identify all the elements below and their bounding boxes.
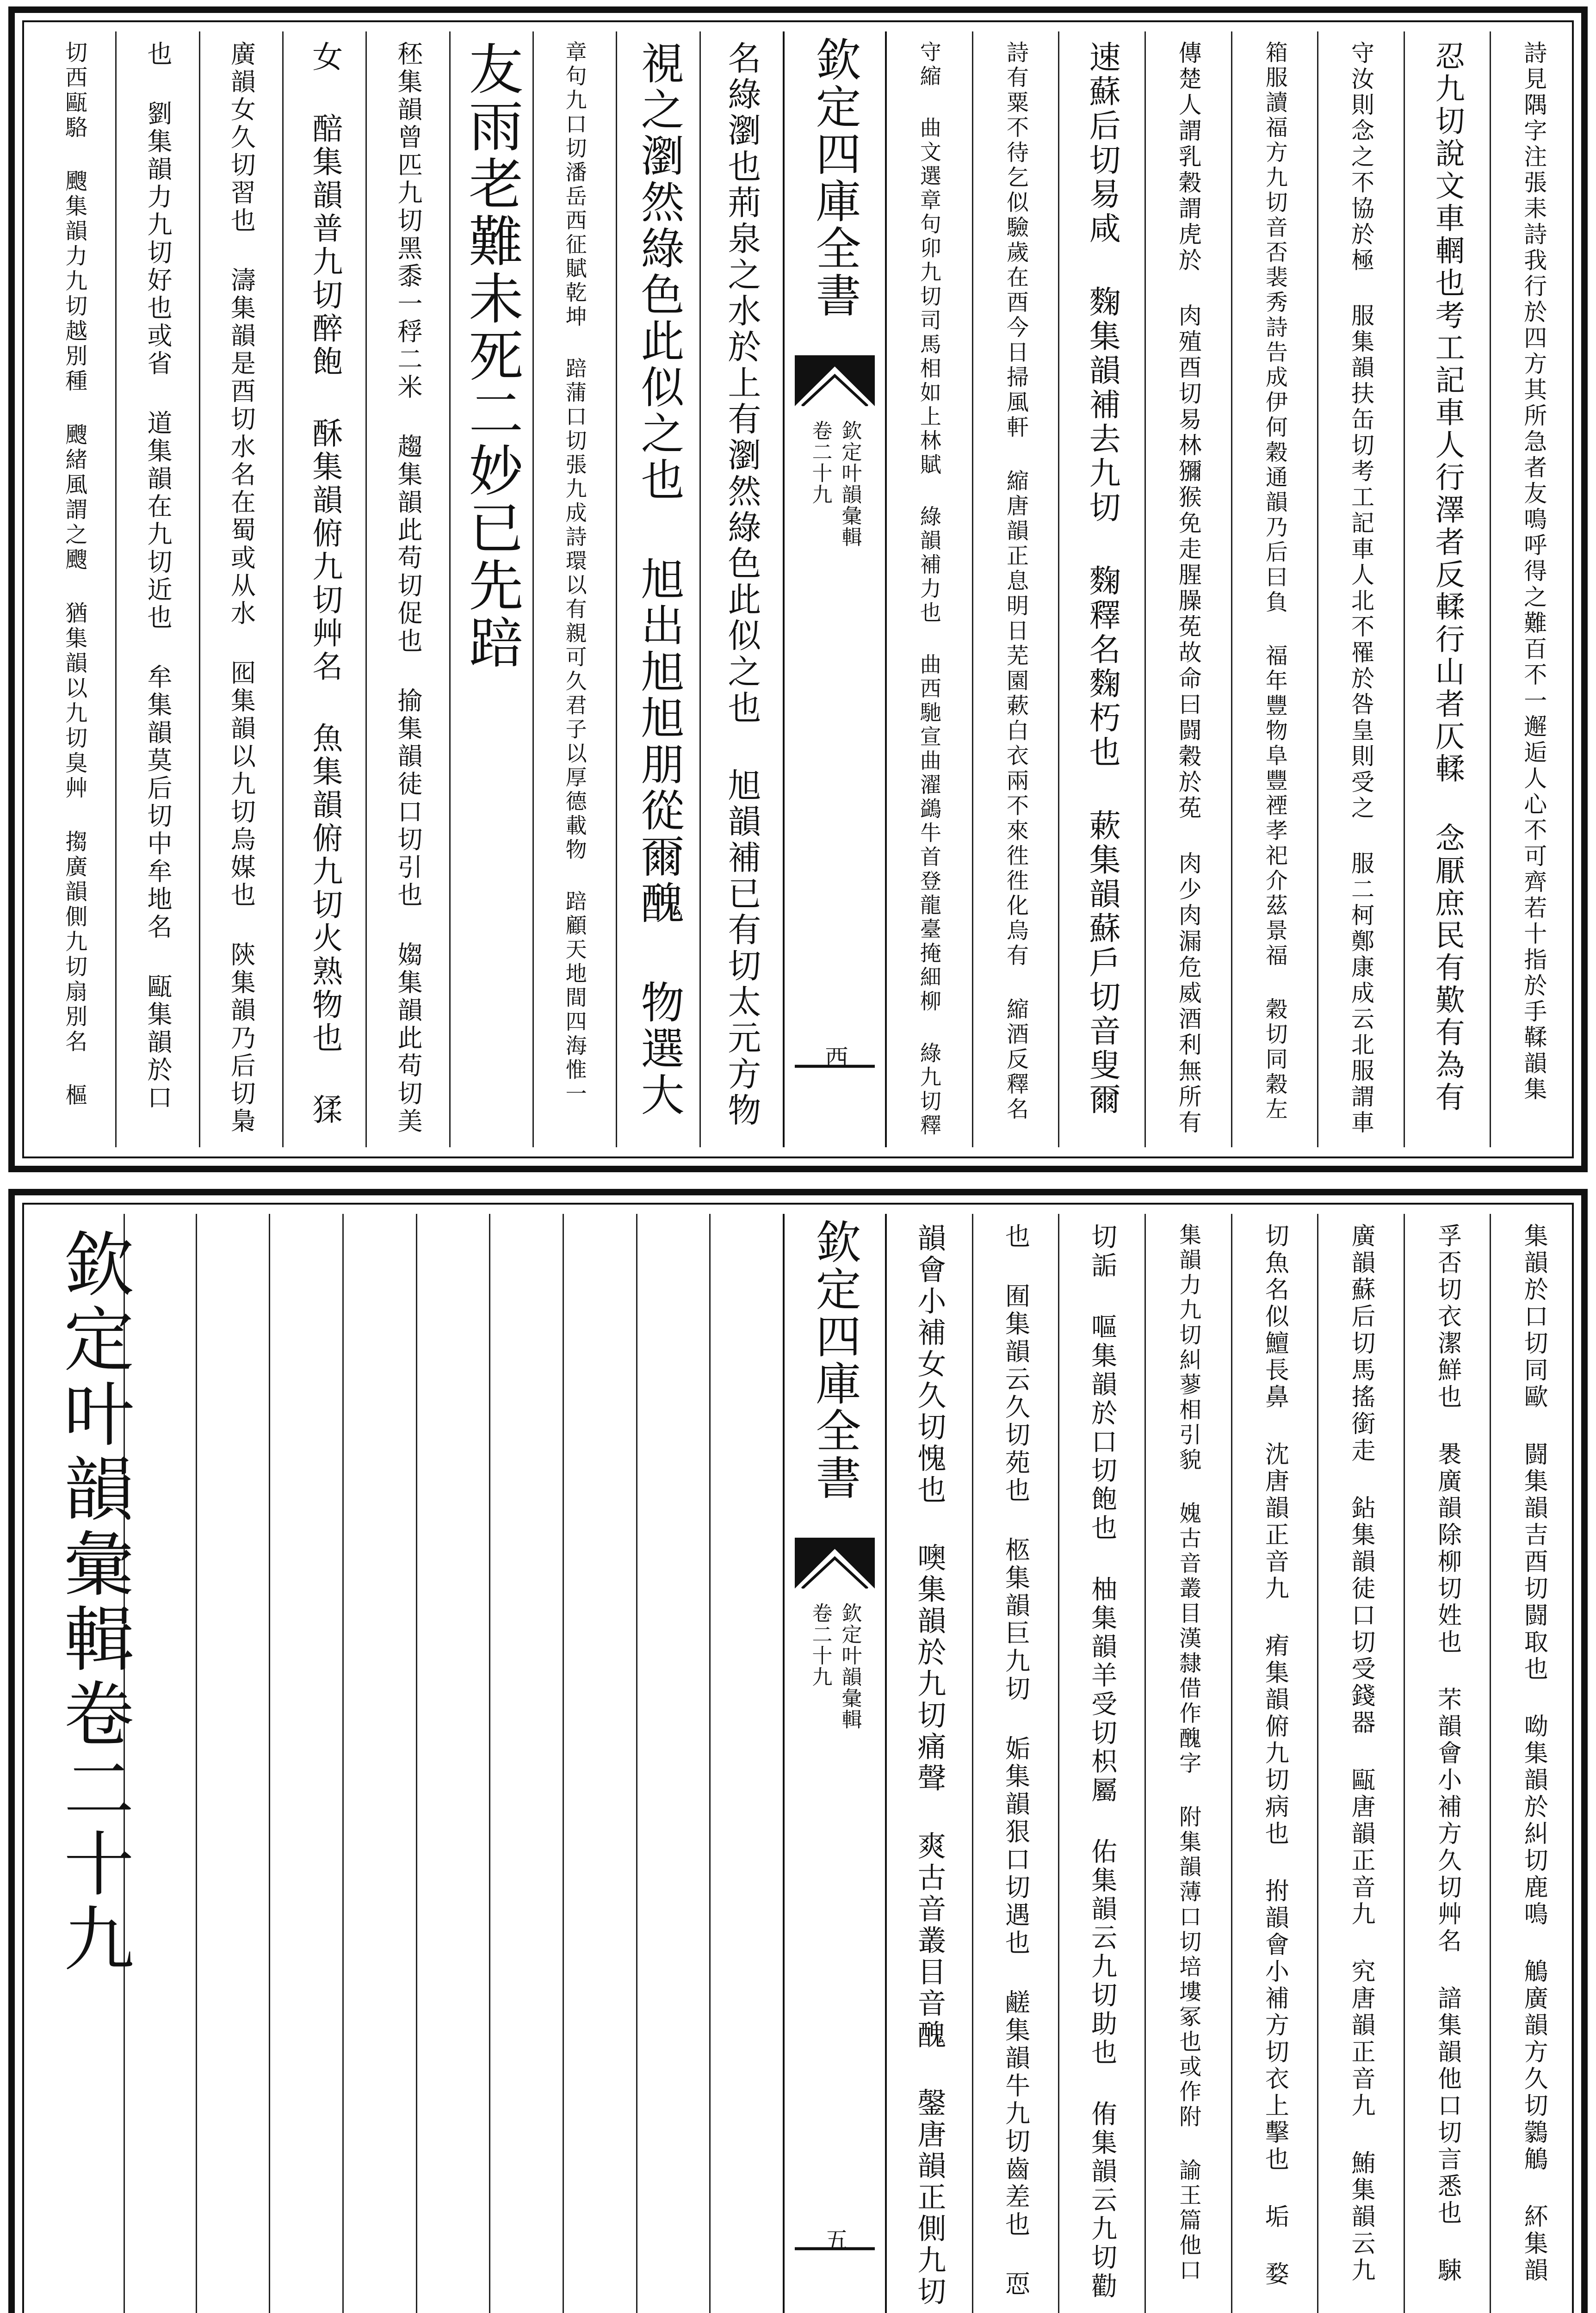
text-column (972, 31, 1058, 1147)
text-column (282, 31, 365, 1147)
blank-column (342, 1214, 416, 2313)
text-column (1490, 1214, 1576, 2313)
blank-column (709, 1214, 783, 2313)
column-text: 女 醅集韻普九切醉飽 酥集韻俯九切艸名 魚集韻俯九切火熟物也 猱 (307, 41, 343, 1127)
column-text: 切魚名似鱣長鼻 沈唐韻正音九 痏集韻俯九切病也 拊韻會小補方切衣上擊也 垢 婺 (1261, 1223, 1289, 2288)
column-text: 名綠瀏也荊泉之水於上有瀏然綠色此似之也 旭韻補已有切太元方物 (722, 41, 761, 1129)
column-text: 也 囿集韻云久切苑也 柩集韻巨九切 姤集韻狠口切遇也 鹺集韻牛九切齒差也 恧 (1001, 1223, 1031, 2299)
bottom-band-page-number: 五 (821, 2228, 848, 2251)
bottom-page-frame (8, 1189, 1588, 2313)
top-right-text-block (887, 31, 1576, 1147)
column-text: 守縮 曲文選章句卯九切司馬相如上林賦 綠韻補力也 曲西馳宣曲濯鷁牛首登龍臺掩細柳 綠九切釋 (916, 41, 942, 1138)
text-column (365, 31, 449, 1147)
text-column (199, 31, 282, 1147)
blank-column (636, 1214, 710, 2313)
text-column (449, 31, 532, 1147)
column-text: 速蘇后切易咸 麴集韻補去九切 麴釋名麴朽也 蔌集韻蘇戶切音叟爾 (1084, 41, 1121, 1117)
column-text: 切西甌駱 颼集韻力九切越別種 颼緒風謂之颼 猶集韻以九切臭艸 搊廣韻側九切扇別名 樞 (61, 41, 87, 1108)
blank-column (563, 1214, 636, 2313)
text-column (33, 31, 115, 1147)
top-band-title: 欽定四庫全書 (808, 36, 861, 319)
text-column (1231, 1214, 1318, 2313)
column-text: 忍九切說文車輞也考工記車人行澤者反輮行山者仄輮 念厭庶民有歎有為有 (1430, 41, 1465, 1114)
bottom-blank-columns (124, 1214, 783, 2313)
column-text: 友雨老難未死二妙已先踣 (459, 41, 524, 672)
text-column (1404, 31, 1490, 1147)
bottom-right-text-block (887, 1214, 1576, 2313)
text-column (972, 1214, 1058, 2313)
text-column (699, 31, 783, 1147)
text-column (1490, 31, 1576, 1147)
bottom-right-column-grid (887, 1214, 1576, 2313)
column-text: 集韻於口切同歐 闘集韻吉酉切闘取也 呦集韻於糾切鹿鳴 鵤廣韻方久切鸏鵤 紑集韻 (1520, 1223, 1548, 2284)
bottom-fish-tail-ornament-lower (795, 2223, 875, 2274)
column-text: 傳楚人謂乳穀謂虎於 肉殖酉切易林獼猴免走腥臊莬故命曰闘穀於莬 肉少肉漏危威酒利無所有 (1175, 41, 1202, 1136)
text-column (1231, 31, 1318, 1147)
text-column (616, 31, 699, 1147)
top-fish-tail-ornament (795, 355, 875, 406)
text-column (887, 31, 972, 1147)
column-text: 詩見隅字注張耒詩我行於四方其所急者友鳴呼得之難百不一邂逅人心不可齊若十指於手鞣韻集 (1520, 41, 1547, 1103)
blank-column (269, 1214, 342, 2313)
column-text: 箱服讀福方九切音否裴秀詩告成伊何穀通韻乃后曰負 福年豐物阜豐禋孝祀介茲景福 穀切同穀左 (1262, 41, 1288, 1122)
text-column (1317, 31, 1404, 1147)
text-column (1144, 31, 1231, 1147)
text-column (115, 31, 198, 1147)
top-band-subtitle: 欽定叶韻彙輯 卷二十九 (808, 420, 862, 548)
text-column (1058, 1214, 1144, 2313)
text-column (887, 1214, 972, 2313)
text-column (1144, 1214, 1231, 2313)
column-text: 集韻力九切糾蓼相引貌 媿古音叢目漢隸借作醜字 附集韻薄口切培塿冢也或作附 諭王篇他口 (1175, 1223, 1201, 2283)
top-left-text-block (33, 31, 783, 1147)
blank-column (196, 1214, 269, 2313)
text-column (1317, 1214, 1404, 2313)
bottom-band-subtitle: 欽定叶韻彙輯 卷二十九 (808, 1602, 862, 1730)
column-text: 詩有粟不待乞似驗歲在酉今日掃風軒 縮唐韻正息明日芜園蔌白衣兩不來徃徃化烏有 縮酒反釋名 (1002, 41, 1029, 1122)
top-fish-tail-ornament-lower (795, 1041, 875, 1092)
bottom-center-band (783, 1214, 887, 2313)
top-left-column-grid (33, 31, 783, 1147)
blank-column (416, 1214, 489, 2313)
text-column (1058, 31, 1144, 1147)
bottom-title-column (33, 1214, 134, 2313)
column-text: 章句九口切潘岳西征賦乾坤 踣蒲口切張九成詩環以有親可久君子以厚德載物 踣顧天地間四海惟一 (562, 41, 588, 1107)
text-column (1404, 1214, 1490, 2313)
bottom-fish-tail-ornament (795, 1538, 875, 1589)
column-text: 廣韻蘇后切馬搖銜走 鉆集韻徒口切受錢器 甌唐韻正音九 究唐韻正音九 鮪集韻云九 (1347, 1223, 1375, 2284)
bottom-blank-column-grid (124, 1214, 783, 2313)
top-right-column-grid (887, 31, 1576, 1147)
column-text: 韻會小補女久切愧也 噢集韻於九切痛聲 爽古音叢目音醜 鏧唐韻正側九切 (912, 1223, 946, 2308)
column-text: 孚否切衣潔鮮也 褁廣韻除柳切姓也 芣韻會小補方久切艸名 諳集韻他口切言悉也 駷 (1433, 1223, 1461, 2284)
volume-end-title: 欽定叶韻彙輯卷二十九 (52, 1228, 134, 1977)
column-text: 切詬 嘔集韻於口切飽也 柚集韻羊受切枳屬 佑集韻云九切助也 侑集韻云九切勸 (1087, 1223, 1118, 2301)
text-column (532, 31, 616, 1147)
top-band-page-number: 西 (821, 1045, 848, 1069)
column-text: 視之瀏然綠色此似之也 旭出旭旭朋從爾醜 物選大 (633, 41, 684, 1119)
blank-column (489, 1214, 563, 2313)
column-text: 也 劉集韻力九切好也或省 道集韻在九切近也 牟集韻莫后切中牟地名 甌集韻於口 (143, 41, 173, 1112)
column-text: 守汝則念之不協於極 服集韻扶缶切考工記車人北不罹於咎皇則受之 服二柯鄭康成云北服謂車 (1347, 41, 1374, 1136)
column-text: 秠集韻曾匹九切黑黍一稃二米 趨集韻此苟切促也 揄集韻徒口切引也 媰集韻此苟切美 (394, 41, 423, 1136)
bottom-band-title: 欽定四庫全書 (808, 1218, 861, 1502)
top-page-frame (8, 6, 1588, 1172)
top-center-band (783, 31, 887, 1147)
blank-column (124, 1214, 196, 2313)
column-text: 廣韻女久切習也 濤集韻是酉切水名在蜀或从水 囮集韻以九切烏媒也 陝集韻乃后切梟 (227, 41, 256, 1136)
